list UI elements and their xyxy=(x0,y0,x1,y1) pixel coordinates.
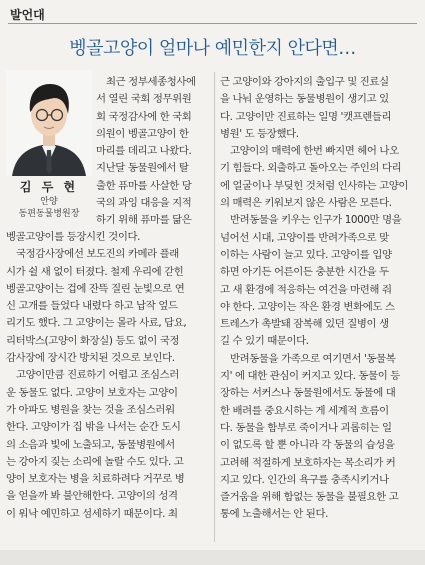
article-text-line: 다. 동물을 함부로 죽이거나 괴롭히는 일 xyxy=(220,421,392,434)
author-block xyxy=(6,70,92,228)
article-text-line: 가 아파도 병원을 찾는 것을 조심스러워 xyxy=(6,403,175,416)
article-text-line: 반려동물을 키우는 인구가 1000만 명을 xyxy=(230,214,402,227)
article-text-line: 고양이의 매력에 한번 빠지면 헤어 나오 xyxy=(230,145,399,158)
article-text-line: 벵골고양이는 겁에 잔뜩 질린 눈빛으로 연 xyxy=(6,282,185,295)
article-text-line: 야 한다. 고양이는 작은 환경 변화에도 스 xyxy=(220,300,395,313)
article-text-line: 회 국정감사에 한 국회 xyxy=(96,110,192,123)
article-text-line: 양이 보호자는 병을 치료하려다 거꾸로 병 xyxy=(6,473,185,486)
article-text-line: 국정감사장에선 보도진의 카메라 플래 xyxy=(16,248,179,261)
author-affiliation xyxy=(6,196,92,220)
article-text-line: 을 나눠 운영하는 동물병원이 생기고 있 xyxy=(220,93,389,106)
article-text-line: 장하는 서커스나 동물원에서도 동물에 대 xyxy=(220,387,396,400)
author-photo xyxy=(6,70,92,176)
article-text-line: 을 얻을까 봐 불안해한다. 고양이의 성격 xyxy=(6,490,178,503)
article-text-line: 고려해 적절하게 보호하자는 목소리가 커 xyxy=(220,456,396,469)
author-affiliation-line: 안양 xyxy=(40,197,58,207)
article-text-line: 이하는 사람이 늘고 있다. 고양이를 입양 xyxy=(220,248,392,261)
article-text-line: 국의 과잉 대응을 지적 xyxy=(96,197,192,210)
article-text-line: 리기도 했다. 그 고양이는 몰라 사료, 답요, xyxy=(6,317,187,330)
article-text-line: 이 워낙 예민하고 섬세하기 때문이다. 최 xyxy=(6,507,178,520)
section-divider xyxy=(8,23,417,24)
article-text-line: 즐거움을 위해 함없는 동물을 불필요한 고 xyxy=(220,491,399,504)
left-column xyxy=(6,70,209,550)
article-text-line: 다. 고양이만 진료하는 일명 '캣프렌들리 xyxy=(220,110,392,123)
article-text-line: 지' 에 대한 관심이 커지고 있다. 동물이 등 xyxy=(220,370,400,383)
article-text-line: 근 고양이와 강아지의 출입구 및 진료실 xyxy=(220,76,389,88)
article-text-line: 고 새 환경에 적응하는 여건을 마련해 줘 xyxy=(220,283,392,296)
article-text-line: 지고 있다. 인간의 욕구를 충족시키거나 xyxy=(220,473,389,486)
article-text-line: 한 배려를 중요시하는 게 세계적 흐름이 xyxy=(220,404,389,417)
article-body xyxy=(6,70,419,550)
article-text-line: 서 열린 국회 정무위원 xyxy=(96,93,192,106)
article-text-line: 시가 쉴 새 없이 터졌다. 철제 우리에 갇힌 xyxy=(6,265,184,278)
article-text-line: 리터박스(고양이 화장실) 등도 없이 국정 xyxy=(6,334,180,347)
article-text-line: 마리를 데리고 나왔다. xyxy=(96,145,192,158)
article-text-line: 하면 아기든 어른이든 충분한 시간을 두 xyxy=(220,266,389,279)
article-text-line: 하기 위해 퓨마를 닮은 xyxy=(96,214,192,227)
article-text-line: 병원' 도 등장했다. xyxy=(220,127,299,140)
section-label: 발언대 xyxy=(10,8,45,22)
article-text-line: 최근 정부세종청사에 xyxy=(106,76,196,88)
article-text-line: 트레스가 촉발돼 잠복해 있던 질병이 생 xyxy=(220,318,389,331)
article-text-line: 반려동물을 가족으로 여기면서 '동물복 xyxy=(230,352,396,365)
article-text-line: 벵골고양이를 등장시킨 것이다. xyxy=(6,231,140,243)
article-headline: 벵골고양이 얼마나 예민한지 안다면… xyxy=(69,38,356,59)
right-column xyxy=(220,70,419,550)
article-text-line: 운 동물도 없다. 고양이 보호자는 고양이 xyxy=(6,386,178,399)
text-beside-photo xyxy=(96,74,209,230)
article-text-line: 넘어선 시대, 고양이를 반려가족으로 맞 xyxy=(220,231,389,244)
article-text-line: 의원이 벵골고양이 한 xyxy=(96,127,189,140)
column-divider xyxy=(214,72,215,542)
article-text-line: 한다. 고양이가 집 밖을 나서는 순간 도시 xyxy=(6,421,181,434)
page-bottom-edge xyxy=(0,550,425,565)
text-right-column xyxy=(220,74,419,524)
article-text-line: 에 얼굴이나 부딪힌 것처럼 인사하는 고양이 xyxy=(220,179,408,192)
author-name: 김 두 현 xyxy=(19,180,79,194)
article-text-line: 길 수 있기 때문이다. xyxy=(220,335,309,348)
article-text-line: 는 강아지 짖는 소리에 놀랄 수도 있다. 고 xyxy=(6,455,184,468)
article-text-line: 의 소음과 빛에 노출되고, 동물병원에서 xyxy=(6,438,175,451)
article-text-line: 기 힘들다. 외출하고 돌아오는 주인의 다리 xyxy=(220,162,402,175)
article-text-line: 신 고개를 들었다 내렸다 하고 납작 엎드 xyxy=(6,300,178,313)
article-text-line: 감사장에 장시간 방치된 것으로 보인다. xyxy=(6,352,175,365)
article-text-line: 이 없도록 할 뿐 아니라 각 동물의 습성을 xyxy=(220,439,395,452)
article-text-line: 출한 퓨마를 사살한 당 xyxy=(96,179,192,192)
article-text-line: 고양이만큼 진료하기 어렵고 조심스러 xyxy=(16,369,179,382)
article-text-line: 의 매력은 키워보지 않은 사람은 모른다. xyxy=(220,197,392,210)
article-text-line: 통에 노출해서는 안 된다. xyxy=(220,508,328,521)
article-text-line: 지난달 동물원에서 탈 xyxy=(96,162,189,175)
author-affiliation-line: 동편동물병원장 xyxy=(18,209,80,219)
text-left-column xyxy=(6,229,209,523)
